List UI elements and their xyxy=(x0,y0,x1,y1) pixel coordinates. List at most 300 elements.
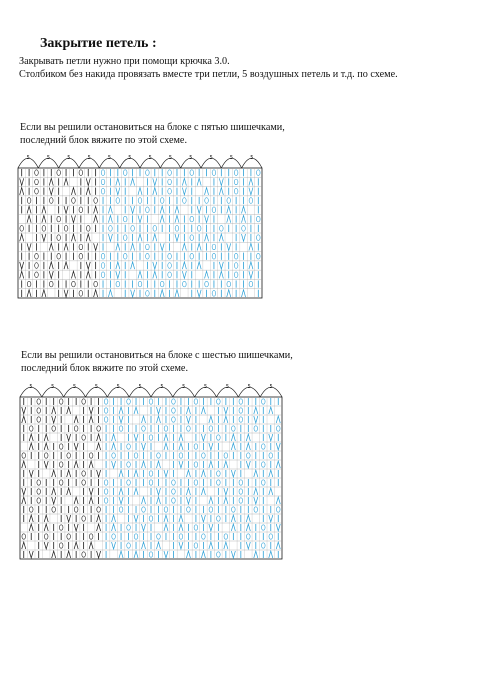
stitch-symbol xyxy=(205,198,209,204)
stitch-symbol xyxy=(231,551,235,558)
stitch-symbol xyxy=(234,179,238,185)
stitch-symbol xyxy=(67,434,71,441)
stitch-symbol xyxy=(52,416,56,423)
stitch-symbol xyxy=(168,170,172,176)
stitch-symbol xyxy=(116,188,120,195)
stitch-symbol xyxy=(146,291,150,297)
stitch-symbol xyxy=(89,407,93,414)
stitch-symbol xyxy=(44,434,48,441)
stitch-symbol xyxy=(42,226,46,232)
stitch-symbol xyxy=(269,453,273,458)
stitch-symbol xyxy=(116,271,120,278)
stitch-symbol xyxy=(142,426,146,431)
stitch-symbol xyxy=(86,178,90,185)
stitch-symbol xyxy=(254,551,258,558)
stitch-symbol xyxy=(257,216,261,222)
arc-label: 5 xyxy=(26,155,30,161)
stitch-symbol xyxy=(149,435,153,440)
stitch-symbol xyxy=(123,216,127,222)
arc-label: 5 xyxy=(269,384,273,390)
stitch-symbol xyxy=(205,271,209,278)
stitch-symbol xyxy=(94,243,98,250)
arc-label: 5 xyxy=(225,384,230,390)
stitch-symbol xyxy=(138,281,142,287)
stitch-symbol xyxy=(224,534,228,539)
stitch-symbol xyxy=(239,399,243,404)
stitch-symbol xyxy=(209,507,213,512)
stitch-symbol xyxy=(242,234,246,241)
stitch-symbol xyxy=(175,234,179,241)
stitch-symbol xyxy=(22,407,26,414)
arc-label: 5 xyxy=(203,384,208,390)
stitch-symbol xyxy=(52,470,56,477)
stitch-symbol xyxy=(59,399,63,404)
stitch-symbol xyxy=(94,215,98,222)
stitch-symbol xyxy=(164,524,168,531)
stitch-symbol xyxy=(44,461,48,468)
stitch-symbol xyxy=(59,444,63,449)
stitch-symbol xyxy=(217,399,221,404)
stitch-symbol xyxy=(109,226,113,232)
stitch-symbol xyxy=(127,543,131,548)
stitch-symbol xyxy=(164,426,168,431)
stitch-symbol xyxy=(249,262,253,269)
stitch-symbol xyxy=(89,453,93,458)
stitch-symbol xyxy=(156,542,160,549)
stitch-symbol xyxy=(202,453,206,458)
stitch-symbol xyxy=(186,551,190,558)
stitch-symbol xyxy=(172,399,176,404)
arc-label: 5 xyxy=(128,155,132,161)
stitch-symbol xyxy=(160,198,164,204)
stitch-symbol xyxy=(127,462,131,467)
stitch-symbol xyxy=(67,488,71,495)
stitch-symbol xyxy=(149,516,153,521)
stitch-symbol xyxy=(276,416,280,423)
stitch-symbol xyxy=(44,443,48,450)
stitch-symbol xyxy=(142,497,146,504)
stitch-symbol xyxy=(261,525,265,530)
stitch-symbol xyxy=(108,206,112,213)
stitch-symbol xyxy=(131,226,135,232)
stitch-symbol xyxy=(201,470,205,477)
stitch-symbol xyxy=(37,417,41,422)
stitch-symbol xyxy=(231,470,235,477)
stitch-symbol xyxy=(269,488,273,495)
stitch-symbol xyxy=(20,178,24,185)
stitch-symbol xyxy=(187,507,191,512)
stitch-symbol xyxy=(247,453,251,458)
stitch-symbol xyxy=(197,262,201,269)
stitch-symbol xyxy=(97,524,101,531)
stitch-symbol xyxy=(52,551,56,558)
stitch-symbol xyxy=(52,497,56,504)
stitch-symbol xyxy=(172,498,176,503)
stitch-symbol xyxy=(74,497,78,504)
stitch-symbol xyxy=(186,470,190,477)
stitch-symbol xyxy=(146,170,150,176)
stitch-symbol xyxy=(116,178,120,185)
stitch-symbol xyxy=(67,453,71,458)
stitch-symbol xyxy=(20,262,24,269)
stitch-symbol xyxy=(37,489,41,494)
stitch-symbol xyxy=(183,281,187,287)
stitch-symbol xyxy=(224,497,228,504)
stitch-symbol xyxy=(101,272,105,278)
stitch-symbol xyxy=(212,253,216,259)
section-1-caption xyxy=(20,121,285,147)
stitch-symbol xyxy=(74,416,78,423)
stitch-symbol xyxy=(89,461,93,468)
stitch-symbol xyxy=(209,497,213,504)
stitch-symbol xyxy=(249,178,253,185)
stitch-symbol xyxy=(138,215,142,222)
stitch-symbol xyxy=(201,407,205,414)
stitch-symbol xyxy=(22,542,26,549)
stitch-symbol xyxy=(119,407,123,414)
stitch-symbol xyxy=(72,281,76,287)
stitch-symbol xyxy=(242,226,246,232)
stitch-symbol xyxy=(194,462,198,467)
stitch-symbol xyxy=(219,234,223,241)
stitch-symbol xyxy=(94,281,98,287)
stitch-symbol xyxy=(168,188,172,194)
stitch-symbol xyxy=(156,461,160,468)
stitch-symbol xyxy=(138,188,142,195)
stitch-symbol xyxy=(212,170,216,176)
stitch-symbol xyxy=(212,244,216,250)
stitch-symbol xyxy=(112,434,116,441)
stitch-symbol xyxy=(156,407,160,414)
stitch-symbol xyxy=(276,497,280,504)
section-2-caption xyxy=(21,349,293,375)
stitch-symbol xyxy=(276,443,280,450)
stitch-symbol xyxy=(64,290,68,297)
stitch-symbol xyxy=(239,408,243,413)
stitch-symbol xyxy=(101,188,105,194)
stitch-symbol xyxy=(234,253,238,259)
stitch-symbol xyxy=(164,551,168,558)
stitch-symbol xyxy=(97,426,101,431)
stitch-symbol xyxy=(119,551,123,558)
arc-label: 5 xyxy=(107,155,112,161)
stitch-symbol xyxy=(175,226,179,232)
stitch-symbol xyxy=(82,399,86,404)
stitch-symbol xyxy=(22,497,26,504)
stitch-symbol xyxy=(209,524,213,531)
stitch-symbol xyxy=(52,507,56,512)
stitch-symbol xyxy=(89,416,93,423)
stitch-symbol xyxy=(44,453,48,458)
stitch-symbol xyxy=(269,515,273,522)
stitch-symbol xyxy=(219,262,223,269)
stitch-symbol xyxy=(37,498,41,503)
stitch-symbol xyxy=(94,290,98,297)
stitch-symbol xyxy=(22,453,26,458)
stitch-symbol xyxy=(269,534,273,539)
stitch-symbol xyxy=(97,434,101,441)
stitch-symbol xyxy=(35,272,39,278)
stitch-symbol xyxy=(22,416,26,423)
stitch-symbol xyxy=(44,515,48,522)
stitch-symbol xyxy=(227,206,231,213)
stitch-symbol xyxy=(156,497,160,504)
stitch-symbol xyxy=(142,443,146,450)
stitch-symbol xyxy=(153,188,157,195)
stitch-symbol xyxy=(29,507,33,512)
arc-label: 5 xyxy=(67,155,71,161)
stitch-symbol xyxy=(190,216,194,222)
stitch-symbol xyxy=(186,407,190,414)
stitch-symbol xyxy=(194,399,198,404)
stitch-symbol xyxy=(168,253,172,259)
stitch-symbol xyxy=(254,488,258,495)
stitch-symbol xyxy=(261,444,265,449)
stitch-symbol xyxy=(82,516,86,521)
stitch-symbol xyxy=(190,235,194,241)
stitch-symbol xyxy=(179,534,183,539)
stitch-symbol xyxy=(249,243,253,250)
stitch-symbol xyxy=(246,443,250,450)
stitch-symbol xyxy=(224,453,228,458)
stitch-symbol xyxy=(182,188,186,195)
stitch-symbol xyxy=(242,215,246,222)
arc-label: 5 xyxy=(72,384,77,390)
stitch-symbol xyxy=(142,542,146,549)
caption-line: последний блок вяжите по этой схеме. xyxy=(20,135,187,146)
stitch-symbol xyxy=(82,435,86,440)
stitch-symbol xyxy=(146,207,150,213)
stitch-symbol xyxy=(160,215,164,222)
stitch-symbol xyxy=(64,262,68,269)
stitch-symbol xyxy=(49,243,53,250)
stitch-symbol xyxy=(254,416,258,423)
stitch-symbol xyxy=(201,515,205,522)
stitch-symbol xyxy=(175,215,179,222)
stitch-symbol xyxy=(164,443,168,450)
stitch-symbol xyxy=(261,462,265,467)
stitch-symbol xyxy=(27,281,31,287)
stitch-symbol xyxy=(138,271,142,278)
stitch-symbol xyxy=(59,480,63,485)
stitch-symbol xyxy=(59,525,63,530)
stitch-symbol xyxy=(79,244,83,250)
stitch-symbol xyxy=(86,188,90,195)
stitch-symbol xyxy=(142,461,146,468)
crochet-chart-six-bobbles xyxy=(18,381,284,561)
stitch-symbol xyxy=(194,525,198,530)
stitch-symbol xyxy=(123,253,127,259)
stitch-symbol xyxy=(29,470,33,477)
stitch-symbol xyxy=(27,290,31,297)
stitch-symbol xyxy=(89,497,93,504)
stitch-symbol xyxy=(42,206,46,213)
stitch-symbol xyxy=(182,271,186,278)
stitch-symbol xyxy=(239,489,243,494)
stitch-symbol xyxy=(64,243,68,250)
caption-line: последний блок вяжите по этой схеме. xyxy=(21,363,188,374)
stitch-symbol xyxy=(52,407,56,414)
stitch-symbol xyxy=(160,281,164,287)
stitch-symbol xyxy=(97,551,101,558)
stitch-symbol xyxy=(134,515,138,522)
stitch-symbol xyxy=(59,462,63,467)
arc-label: 5 xyxy=(229,155,234,161)
stitch-symbol xyxy=(168,263,172,269)
stitch-symbol xyxy=(246,524,250,531)
stitch-symbol xyxy=(183,198,187,204)
stitch-symbol xyxy=(138,198,142,204)
stitch-symbol xyxy=(212,207,216,213)
stitch-symbol xyxy=(104,417,108,422)
stitch-symbol xyxy=(202,534,206,539)
stitch-symbol xyxy=(269,551,273,558)
stitch-symbol xyxy=(209,461,213,468)
stitch-symbol xyxy=(42,215,46,222)
stitch-symbol xyxy=(57,216,61,222)
stitch-symbol xyxy=(157,534,161,539)
stitch-symbol xyxy=(138,234,142,241)
stitch-symbol xyxy=(59,543,63,548)
stitch-symbol xyxy=(205,188,209,195)
stitch-symbol xyxy=(231,443,235,450)
stitch-symbol xyxy=(64,206,68,213)
stitch-symbol xyxy=(29,515,33,522)
stitch-symbol xyxy=(119,507,123,512)
stitch-symbol xyxy=(164,434,168,441)
stitch-symbol xyxy=(71,215,75,222)
stitch-symbol xyxy=(164,515,168,522)
stitch-symbol xyxy=(224,461,228,468)
stitch-symbol xyxy=(116,198,120,204)
stitch-symbol xyxy=(22,534,26,539)
stitch-symbol xyxy=(197,290,201,297)
stitch-symbol xyxy=(160,206,164,213)
stitch-symbol xyxy=(86,234,90,241)
stitch-symbol xyxy=(22,488,26,495)
stitch-symbol xyxy=(232,507,236,512)
stitch-symbol xyxy=(254,470,258,477)
stitch-symbol xyxy=(276,461,280,468)
stitch-symbol xyxy=(153,226,157,232)
stitch-symbol xyxy=(112,453,116,458)
stitch-symbol xyxy=(108,290,112,297)
stitch-symbol xyxy=(182,262,186,269)
stitch-symbol xyxy=(71,188,75,195)
stitch-symbol xyxy=(242,290,246,297)
stitch-symbol xyxy=(146,253,150,259)
stitch-symbol xyxy=(219,178,223,185)
stitch-symbol xyxy=(205,281,209,287)
stitch-symbol xyxy=(35,170,39,176)
stitch-symbol xyxy=(37,480,41,485)
arc-label: 5 xyxy=(148,155,152,161)
stitch-symbol xyxy=(119,426,123,431)
stitch-symbol xyxy=(276,507,280,512)
stitch-symbol xyxy=(134,551,138,558)
stitch-symbol xyxy=(239,498,243,503)
stitch-symbol xyxy=(49,198,53,204)
stitch-symbol xyxy=(205,215,209,222)
stitch-symbol xyxy=(79,170,83,176)
stitch-symbol xyxy=(224,416,228,423)
stitch-symbol xyxy=(197,226,201,232)
stitch-symbol xyxy=(44,534,48,539)
stitch-symbol xyxy=(104,489,108,494)
stitch-symbol xyxy=(269,407,273,414)
stitch-symbol xyxy=(74,507,78,512)
stitch-symbol xyxy=(197,206,201,213)
stitch-symbol xyxy=(261,543,265,548)
stitch-symbol xyxy=(44,524,48,531)
stitch-symbol xyxy=(134,534,138,539)
stitch-symbol xyxy=(108,234,112,241)
stitch-symbol xyxy=(35,253,39,259)
stitch-symbol xyxy=(67,551,71,558)
stitch-symbol xyxy=(131,290,135,297)
stitch-symbol xyxy=(201,434,205,441)
stitch-symbol xyxy=(269,434,273,441)
stitch-symbol xyxy=(67,515,71,522)
intro-line: Столбиком без накида провязать вместе три петли, 5 воздушных петель и т.д. по схеме. xyxy=(19,69,398,80)
stitch-symbol xyxy=(164,470,168,477)
stitch-symbol xyxy=(20,271,24,278)
stitch-symbol xyxy=(179,434,183,441)
stitch-symbol xyxy=(89,534,93,539)
stitch-symbol xyxy=(123,235,127,241)
stitch-symbol xyxy=(182,243,186,250)
stitch-symbol xyxy=(156,488,160,495)
stitch-symbol xyxy=(57,170,61,176)
stitch-symbol xyxy=(175,206,179,213)
stitch-symbol xyxy=(74,426,78,431)
stitch-symbol xyxy=(27,198,31,204)
stitch-symbol xyxy=(67,407,71,414)
stitch-symbol xyxy=(254,497,258,504)
stitch-symbol xyxy=(116,281,120,287)
stitch-symbol xyxy=(179,515,183,522)
stitch-symbol xyxy=(194,543,198,548)
stitch-symbol xyxy=(187,426,191,431)
stitch-symbol xyxy=(119,416,123,423)
stitch-symbol xyxy=(49,188,53,195)
stitch-symbol xyxy=(276,542,280,549)
stitch-symbol xyxy=(254,407,258,414)
stitch-symbol xyxy=(27,215,31,222)
stitch-symbol xyxy=(149,399,153,404)
stitch-symbol xyxy=(234,263,238,269)
arc-label: 5 xyxy=(138,384,142,390)
stitch-symbol xyxy=(142,507,146,512)
stitch-symbol xyxy=(261,399,265,404)
stitch-symbol xyxy=(142,524,146,531)
stitch-symbol xyxy=(20,234,24,241)
stitch-symbol xyxy=(234,272,238,278)
stitch-symbol xyxy=(127,444,131,449)
stitch-symbol xyxy=(227,243,231,250)
stitch-symbol xyxy=(82,552,86,557)
stitch-symbol xyxy=(116,262,120,269)
stitch-symbol xyxy=(149,552,153,557)
stitch-symbol xyxy=(104,498,108,503)
stitch-symbol xyxy=(134,434,138,441)
stitch-symbol xyxy=(234,170,238,176)
arc-label: 5 xyxy=(29,384,33,390)
stitch-symbol xyxy=(153,271,157,278)
stitch-symbol xyxy=(172,408,176,413)
stitch-symbol xyxy=(276,426,280,431)
stitch-symbol xyxy=(246,461,250,468)
